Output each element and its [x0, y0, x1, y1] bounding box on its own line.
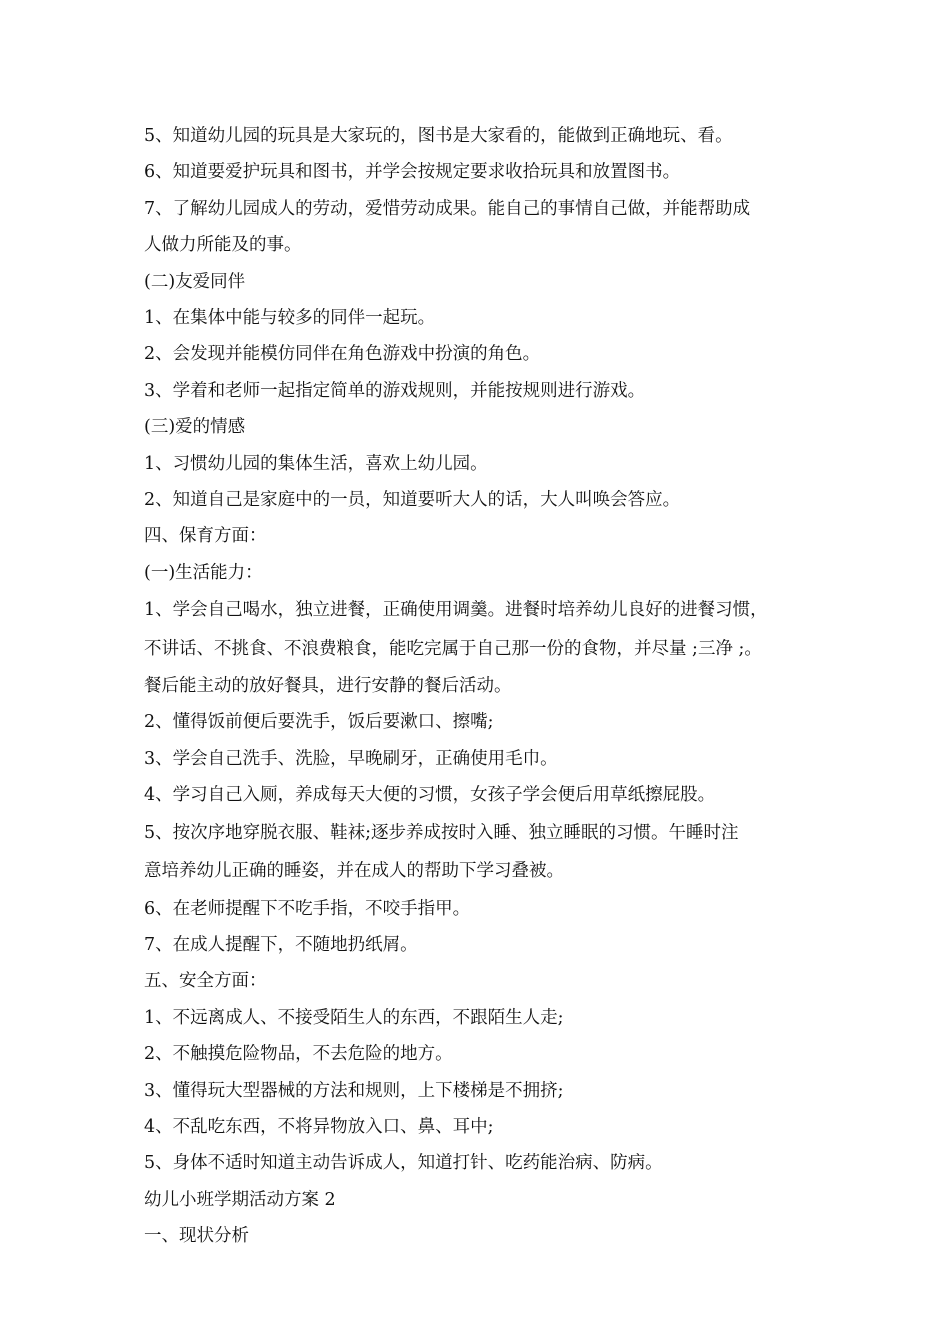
text-line: 2、不触摸危险物品，不去危险的地方。: [144, 1044, 453, 1065]
text-line: 2、懂得饭前便后要洗手，饭后要漱口、擦嘴;: [144, 712, 494, 733]
section-heading: 一、现状分析: [144, 1226, 249, 1247]
document-body: [144, 118, 834, 1255]
text-line: 1、学会自己喝水，独立进餐，正确使用调羹。进餐时培养幼儿良好的进餐习惯，: [144, 600, 768, 621]
section-heading: (二)友爱同伴: [144, 271, 246, 292]
section-heading: 五、安全方面：: [144, 971, 267, 992]
text-line: 1、不远离成人、不接受陌生人的东西，不跟陌生人走;: [144, 1007, 564, 1028]
document-title: 幼儿小班学期活动方案 2: [144, 1189, 336, 1210]
text-line: 2、知道自己是家庭中的一员，知道要听大人的话，大人叫唤会答应。: [144, 489, 681, 510]
text-line: 5、身体不适时知道主动告诉成人，知道打针、吃药能治病、防病。: [144, 1153, 663, 1174]
section-heading: (三)爱的情感: [144, 417, 246, 438]
text-line: 1、在集体中能与较多的同伴一起玩。: [144, 307, 436, 328]
section-heading: (一)生活能力：: [144, 562, 263, 583]
text-line: 3、学会自己洗手、洗脸，早晚刷牙，正确使用毛巾。: [144, 748, 558, 769]
text-line: 4、不乱吃东西，不将异物放入口、鼻、耳中;: [144, 1116, 494, 1137]
text-line: 2、会发现并能模仿同伴在角色游戏中扮演的角色。: [144, 344, 541, 365]
text-line: 6、在老师提醒下不吃手指，不咬手指甲。: [144, 898, 471, 919]
text-line: 餐后能主动的放好餐具，进行安静的餐后活动。: [144, 676, 512, 697]
text-line: 5、按次序地穿脱衣服、鞋袜;逐步养成按时入睡、独立睡眠的习惯。午睡时注: [144, 822, 739, 843]
text-line: 意培养幼儿正确的睡姿，并在成人的帮助下学习叠被。: [144, 861, 564, 882]
text-line: 人做力所能及的事。: [144, 235, 302, 256]
text-line: 3、学着和老师一起指定简单的游戏规则，并能按规则进行游戏。: [144, 380, 646, 401]
text-line: 1、习惯幼儿园的集体生活，喜欢上幼儿园。: [144, 453, 488, 474]
text-line: 7、在成人提醒下，不随地扔纸屑。: [144, 935, 418, 956]
text-line: 4、学习自己入厕，养成每天大便的习惯，女孩子学会便后用草纸擦屁股。: [144, 785, 716, 806]
text-line: 6、知道要爱护玩具和图书，并学会按规定要求收拾玩具和放置图书。: [144, 162, 681, 183]
text-line: 5、知道幼儿园的玩具是大家玩的，图书是大家看的，能做到正确地玩、看。: [144, 126, 733, 146]
text-line: 3、懂得玩大型器械的方法和规则，上下楼梯是不拥挤;: [144, 1080, 564, 1101]
text-line: 7、了解幼儿园成人的劳动，爱惜劳动成果。能自己的事情自己做，并能帮助成: [144, 198, 751, 219]
text-line: 不讲话、不挑食、不浪费粮食，能吃完属于自己那一份的食物，并尽量 ;三净 ;。: [144, 638, 762, 659]
section-heading: 四、保育方面：: [144, 526, 267, 547]
